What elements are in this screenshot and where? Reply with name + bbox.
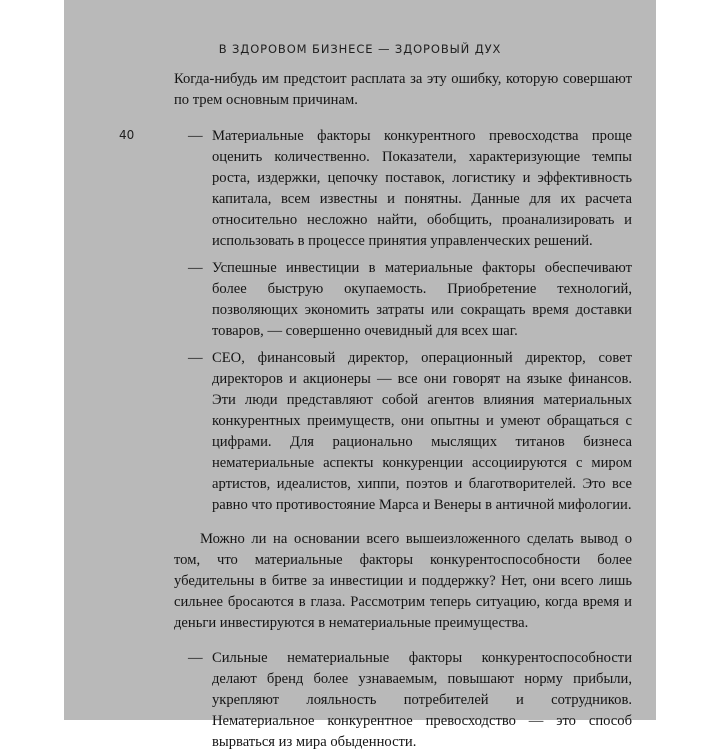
intangibles-list [174, 648, 632, 753]
list-item [174, 258, 632, 342]
list-item [174, 126, 632, 252]
list-item-text: CEO, финансовый директор, операционный директор, совет директоров и акционеры — все они говорят на языке финансов. Эти люди представляют собой агентов влияния материальных конкурентных преимуществ, они опытны и умеют обращаться с цифрами. Для рационально мыслящих титанов бизнеса нематериальные аспекты конкуренции ассоциируются с миром артистов, идеалистов, хиппи, поэтов и благотворителей. Это все равно что противостояние Марса и Венеры в античной мифологии. [212, 350, 632, 513]
reasons-list [174, 126, 632, 516]
list-dash: — [188, 128, 203, 144]
list-item-text: Сильные нематериальные факторы конкурентоспособности делают бренд более узнаваемым, повышают норму прибыли, укрепляют лояльность потребителей и сотрудников. Нематериальное конкурентное превосходство — это способ вырваться из мира обыденности. [212, 650, 632, 750]
list-item [174, 348, 632, 516]
list-item [174, 648, 632, 753]
page-number: 40 [119, 128, 135, 142]
list-item-text: Материальные факторы конкурентного превосходства проще оценить количественно. Показатели, характеризующие темпы роста, издержки, цепочку поставок, логистику и эффективность капитала, всем известны и понятны. Данные для их расчета относительно несложно найти, обобщить, проанализировать и использовать в процессе принятия управленческих решений. [212, 128, 632, 249]
list-dash: — [188, 260, 203, 276]
list-item-text: Успешные инвестиции в материальные факторы обеспечивают более быструю окупаемость. Приобретение технологий, позволяющих экономить затраты или сокращать время доставки товаров, — совершенно очевидный для всех шаг. [212, 260, 632, 339]
list-dash: — [188, 650, 203, 666]
intro-paragraph: Когда-нибудь им предстоит расплата за эту ошибку, которую совершают по трем основным причинам. [174, 71, 632, 108]
running-head: В ЗДОРОВОМ БИЗНЕСЕ — ЗДОРОВЫЙ ДУХ [218, 42, 502, 56]
book-page [64, 0, 656, 750]
list-dash: — [188, 350, 203, 366]
body-text [174, 69, 632, 753]
middle-paragraph: Можно ли на основании всего вышеизложенного сделать вывод о том, что материальные факторы конкурентоспособности более убедительны в битве за инвестиции и поддержку? Нет, они всего лишь сильнее бросаются в глаза. Рассмотрим теперь ситуацию, когда время и деньги инвестируются в нематериальные преимущества. [174, 531, 632, 631]
